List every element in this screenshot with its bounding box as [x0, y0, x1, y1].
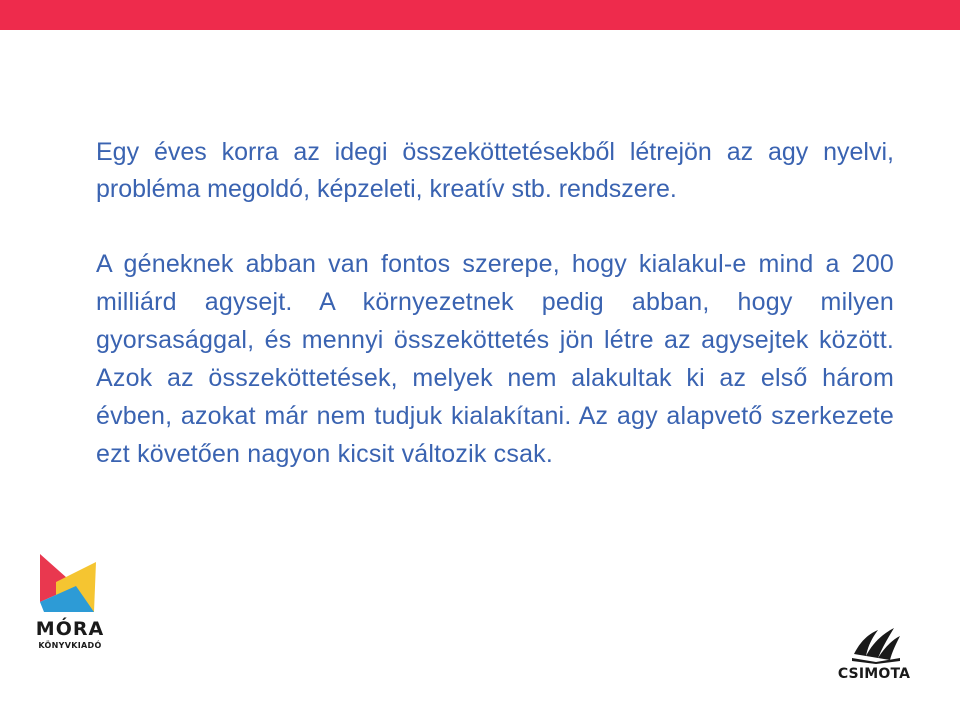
- csimota-logo-name: CSIMOTA: [837, 666, 911, 682]
- mora-triangles-icon: [34, 552, 100, 618]
- paragraph-2: A géneknek abban van fontos szerepe, hogy kialakul-e mind a 200 milliárd agysejt. A környezetnek pedig abban, hogy milyen gyorsasággal, és mennyi összeköttetés jön létre az agysejtek között. Azok az összeköttetések, melyek nem alakultak ki az első három évben, azokat már nem tudjuk kialakítani. Az agy alapvető szerkezete ezt követően nagyon kicsit változik csak.: [96, 250, 894, 468]
- mora-logo: [28, 552, 108, 658]
- csimota-logo: [828, 624, 920, 690]
- mora-logo-name: MÓRA: [35, 618, 105, 640]
- csimota-book-bird-icon: [850, 624, 902, 664]
- top-accent-bar-fill: [0, 0, 960, 30]
- paragraph-1: Egy éves korra az idegi összeköttetésekből létrejön az agy nyelvi, probléma megoldó, képzeleti, kreatív stb. rendszere.: [96, 138, 894, 203]
- csimota-book-base: [852, 658, 900, 664]
- mora-logo-subtitle: KÖNYVKIADÓ: [38, 641, 102, 650]
- top-accent-bar: [0, 0, 960, 30]
- slide-content: [96, 134, 894, 473]
